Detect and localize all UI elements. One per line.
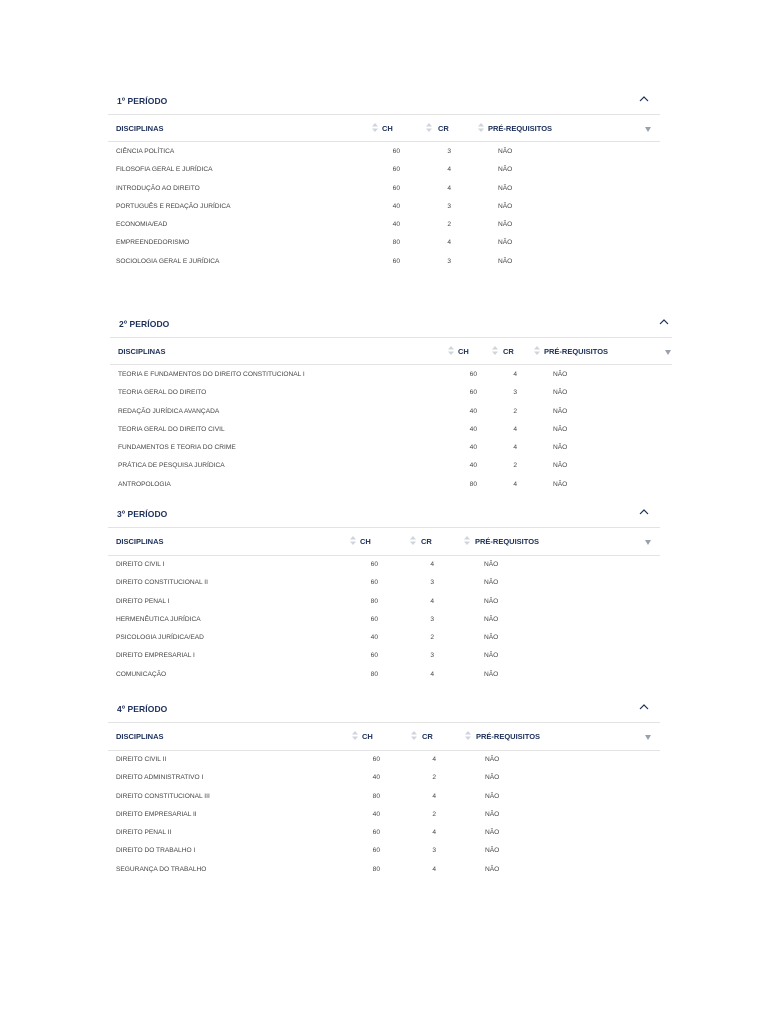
- cell-ch: 40: [469, 462, 477, 470]
- cell-disciplina: DIREITO PENAL II: [116, 829, 172, 837]
- period-section-3: [108, 509, 660, 689]
- cell-ch: 40: [372, 774, 380, 782]
- cell-ch: 60: [392, 184, 400, 192]
- period-section-1: [108, 96, 660, 276]
- cell-disciplina: FILOSOFIA GERAL E JURÍDICA: [116, 166, 213, 174]
- caret-down-icon[interactable]: [665, 350, 671, 355]
- cell-ch: 60: [372, 756, 380, 763]
- cell-prereq: NÃO: [498, 257, 513, 265]
- cell-prereq: NÃO: [498, 166, 513, 174]
- cell-cr: 2: [432, 810, 436, 818]
- cell-prereq: NÃO: [484, 615, 499, 623]
- sort-icon[interactable]: [411, 731, 417, 740]
- cell-prereq: NÃO: [485, 829, 500, 837]
- collapse-toggle-icon[interactable]: [638, 507, 650, 517]
- cell-disciplina: REDAÇÃO JURÍDICA AVANÇADA: [118, 407, 220, 415]
- sort-icon[interactable]: [465, 731, 471, 740]
- table-row: [110, 444, 672, 462]
- cell-prereq: NÃO: [485, 756, 500, 763]
- col-header-prerequisitos[interactable]: PRÉ-REQUISITOS: [544, 347, 609, 356]
- col-header-prerequisitos[interactable]: PRÉ-REQUISITOS: [476, 732, 541, 741]
- cell-disciplina: PORTUGUÊS E REDAÇÃO JURÍDICA: [116, 202, 231, 210]
- sort-icon[interactable]: [350, 536, 356, 545]
- table-row: [108, 671, 660, 689]
- sort-icon[interactable]: [464, 536, 470, 545]
- table-row: [108, 579, 660, 597]
- sort-icon[interactable]: [426, 123, 432, 132]
- col-header-ch[interactable]: CH: [360, 537, 371, 546]
- sort-icon[interactable]: [492, 346, 498, 355]
- col-header-cr[interactable]: CR: [503, 347, 514, 356]
- cell-disciplina: ANTROPOLOGIA: [118, 480, 171, 488]
- caret-down-icon[interactable]: [645, 540, 651, 545]
- cell-disciplina: DIREITO ADMINISTRATIVO I: [116, 774, 204, 782]
- cell-prereq: NÃO: [553, 425, 568, 433]
- sort-icon[interactable]: [372, 123, 378, 132]
- cell-disciplina: TEORIA E FUNDAMENTOS DO DIREITO CONSTITUCIONAL I: [118, 371, 305, 378]
- cell-cr: 4: [430, 597, 434, 605]
- cell-prereq: NÃO: [484, 634, 499, 642]
- sort-icon[interactable]: [448, 346, 454, 355]
- cell-cr: 2: [513, 462, 517, 470]
- cell-prereq: NÃO: [498, 184, 513, 192]
- cell-cr: 3: [430, 579, 434, 587]
- cell-ch: 60: [372, 829, 380, 837]
- table-row: [110, 371, 672, 389]
- cell-cr: 4: [447, 166, 451, 174]
- divider: [110, 364, 672, 365]
- cell-cr: 3: [447, 257, 451, 265]
- cell-disciplina: DIREITO CONSTITUCIONAL II: [116, 579, 208, 587]
- cell-ch: 80: [370, 597, 378, 605]
- col-header-ch[interactable]: CH: [458, 347, 469, 356]
- cell-disciplina: HERMENÊUTICA JURÍDICA: [116, 615, 201, 623]
- table-row: [108, 811, 660, 829]
- cell-cr: 4: [430, 561, 434, 568]
- cell-cr: 4: [430, 670, 434, 678]
- caret-down-icon[interactable]: [645, 127, 651, 132]
- cell-prereq: NÃO: [484, 652, 499, 660]
- cell-disciplina: INTRODUÇÃO AO DIREITO: [116, 184, 200, 192]
- cell-ch: 40: [372, 810, 380, 818]
- table-row: [108, 166, 660, 184]
- sort-icon[interactable]: [534, 346, 540, 355]
- table-body: [108, 561, 660, 689]
- cell-prereq: NÃO: [498, 239, 513, 247]
- cell-prereq: NÃO: [498, 202, 513, 210]
- cell-prereq: NÃO: [553, 389, 568, 397]
- cell-ch: 80: [372, 865, 380, 873]
- sort-icon[interactable]: [410, 536, 416, 545]
- cell-disciplina: PSICOLOGIA JURÍDICA/EAD: [116, 634, 204, 642]
- cell-disciplina: DIREITO EMPRESARIAL I: [116, 652, 195, 660]
- cell-cr: 3: [447, 202, 451, 210]
- table-row: [108, 598, 660, 616]
- cell-cr: 2: [430, 634, 434, 642]
- cell-prereq: NÃO: [485, 865, 500, 873]
- collapse-toggle-icon[interactable]: [638, 94, 650, 104]
- cell-disciplina: COMUNICAÇÃO: [116, 670, 167, 678]
- cell-prereq: NÃO: [553, 444, 568, 452]
- period-title: 2º PERÍODO: [119, 319, 170, 329]
- cell-prereq: NÃO: [553, 480, 568, 488]
- cell-disciplina: DIREITO DO TRABALHO I: [116, 847, 196, 855]
- table-row: [108, 185, 660, 203]
- cell-prereq: NÃO: [484, 579, 499, 587]
- col-header-disciplinas[interactable]: DISCIPLINAS: [116, 537, 164, 546]
- cell-cr: 3: [432, 847, 436, 855]
- cell-ch: 40: [469, 407, 477, 415]
- cell-ch: 40: [469, 425, 477, 433]
- cell-cr: 4: [513, 480, 517, 488]
- cell-prereq: NÃO: [498, 148, 513, 155]
- period-title: 1º PERÍODO: [117, 96, 168, 106]
- cell-cr: 4: [513, 371, 517, 378]
- cell-ch: 60: [469, 371, 477, 378]
- cell-prereq: NÃO: [498, 221, 513, 229]
- cell-prereq: NÃO: [484, 670, 499, 678]
- col-header-cr[interactable]: CR: [421, 537, 432, 546]
- cell-ch: 60: [372, 847, 380, 855]
- table-row: [108, 221, 660, 239]
- table-row: [108, 239, 660, 257]
- cell-disciplina: DIREITO PENAL I: [116, 597, 170, 605]
- cell-cr: 4: [432, 829, 436, 837]
- cell-cr: 3: [430, 615, 434, 623]
- cell-cr: 3: [447, 148, 451, 155]
- collapse-toggle-icon[interactable]: [658, 317, 670, 327]
- table-row: [108, 756, 660, 774]
- cell-ch: 80: [370, 670, 378, 678]
- table-row: [110, 389, 672, 407]
- cell-disciplina: DIREITO CONSTITUCIONAL III: [116, 792, 210, 800]
- cell-ch: 40: [392, 221, 400, 229]
- cell-cr: 4: [447, 239, 451, 247]
- cell-ch: 60: [392, 166, 400, 174]
- period-section-2: [110, 319, 672, 499]
- table-row: [108, 634, 660, 652]
- cell-ch: 60: [392, 257, 400, 265]
- cell-cr: 4: [432, 865, 436, 873]
- cell-ch: 60: [370, 615, 378, 623]
- table-body: [110, 371, 672, 499]
- cell-ch: 40: [392, 202, 400, 210]
- cell-disciplina: TEORIA GERAL DO DIREITO: [118, 389, 207, 397]
- table-row: [108, 148, 660, 166]
- cell-disciplina: DIREITO CIVIL II: [116, 756, 167, 763]
- table-row: [110, 462, 672, 480]
- cell-ch: 80: [372, 792, 380, 800]
- cell-cr: 4: [447, 184, 451, 192]
- cell-prereq: NÃO: [484, 561, 499, 568]
- cell-ch: 40: [370, 634, 378, 642]
- col-header-cr[interactable]: CR: [422, 732, 433, 741]
- table-row: [110, 426, 672, 444]
- divider: [108, 750, 660, 751]
- divider: [108, 722, 660, 723]
- cell-cr: 4: [513, 425, 517, 433]
- cell-cr: 2: [447, 221, 451, 229]
- caret-down-icon[interactable]: [645, 735, 651, 740]
- cell-ch: 60: [469, 389, 477, 397]
- table-row: [108, 793, 660, 811]
- col-header-ch[interactable]: CH: [382, 124, 393, 133]
- table-row: [110, 408, 672, 426]
- divider: [108, 114, 660, 115]
- cell-disciplina: FUNDAMENTOS E TEORIA DO CRIME: [118, 444, 236, 452]
- cell-disciplina: SOCIOLOGIA GERAL E JURÍDICA: [116, 257, 220, 265]
- cell-cr: 4: [513, 444, 517, 452]
- cell-cr: 3: [513, 389, 517, 397]
- table-row: [108, 258, 660, 276]
- period-title: 4º PERÍODO: [117, 704, 168, 714]
- col-header-disciplinas[interactable]: DISCIPLINAS: [116, 124, 164, 133]
- table-row: [108, 829, 660, 847]
- cell-disciplina: DIREITO EMPRESARIAL II: [116, 810, 197, 818]
- cell-disciplina: SEGURANÇA DO TRABALHO: [116, 865, 207, 873]
- cell-prereq: NÃO: [484, 597, 499, 605]
- cell-cr: 2: [432, 774, 436, 782]
- sort-icon[interactable]: [478, 123, 484, 132]
- table-body: [108, 148, 660, 276]
- table-row: [108, 866, 660, 884]
- table-body: [108, 756, 660, 884]
- cell-disciplina: PRÁTICA DE PESQUISA JURÍDICA: [118, 462, 225, 470]
- divider: [108, 141, 660, 142]
- table-row: [108, 652, 660, 670]
- col-header-disciplinas[interactable]: DISCIPLINAS: [116, 732, 164, 741]
- cell-prereq: NÃO: [485, 810, 500, 818]
- cell-ch: 60: [370, 579, 378, 587]
- col-header-disciplinas[interactable]: DISCIPLINAS: [118, 347, 166, 356]
- col-header-prerequisitos[interactable]: PRÉ-REQUISITOS: [475, 537, 540, 546]
- cell-prereq: NÃO: [553, 371, 568, 378]
- period-title: 3º PERÍODO: [117, 509, 168, 519]
- sort-icon[interactable]: [352, 731, 358, 740]
- cell-prereq: NÃO: [485, 774, 500, 782]
- period-section-4: [108, 704, 660, 884]
- cell-disciplina: CIÊNCIA POLÍTICA: [116, 148, 175, 155]
- cell-ch: 60: [392, 148, 400, 155]
- collapse-toggle-icon[interactable]: [638, 702, 650, 712]
- divider: [110, 337, 672, 338]
- col-header-prerequisitos[interactable]: PRÉ-REQUISITOS: [488, 124, 553, 133]
- divider: [108, 555, 660, 556]
- table-row: [110, 481, 672, 499]
- cell-prereq: NÃO: [553, 462, 568, 470]
- cell-cr: 4: [432, 756, 436, 763]
- cell-prereq: NÃO: [485, 847, 500, 855]
- cell-ch: 80: [392, 239, 400, 247]
- table-row: [108, 203, 660, 221]
- table-row: [108, 774, 660, 792]
- cell-cr: 4: [432, 792, 436, 800]
- cell-prereq: NÃO: [553, 407, 568, 415]
- table-row: [108, 561, 660, 579]
- col-header-ch[interactable]: CH: [362, 732, 373, 741]
- cell-disciplina: EMPREENDEDORISMO: [116, 239, 190, 247]
- table-row: [108, 847, 660, 865]
- cell-disciplina: ECONOMIA/EAD: [116, 221, 168, 229]
- cell-ch: 40: [469, 444, 477, 452]
- cell-ch: 60: [370, 561, 378, 568]
- table-row: [108, 616, 660, 634]
- cell-prereq: NÃO: [485, 792, 500, 800]
- cell-disciplina: DIREITO CIVIL I: [116, 561, 165, 568]
- col-header-cr[interactable]: CR: [438, 124, 449, 133]
- cell-disciplina: TEORIA GERAL DO DIREITO CIVIL: [118, 425, 225, 433]
- cell-ch: 60: [370, 652, 378, 660]
- cell-cr: 3: [430, 652, 434, 660]
- divider: [108, 527, 660, 528]
- cell-cr: 2: [513, 407, 517, 415]
- cell-ch: 80: [469, 480, 477, 488]
